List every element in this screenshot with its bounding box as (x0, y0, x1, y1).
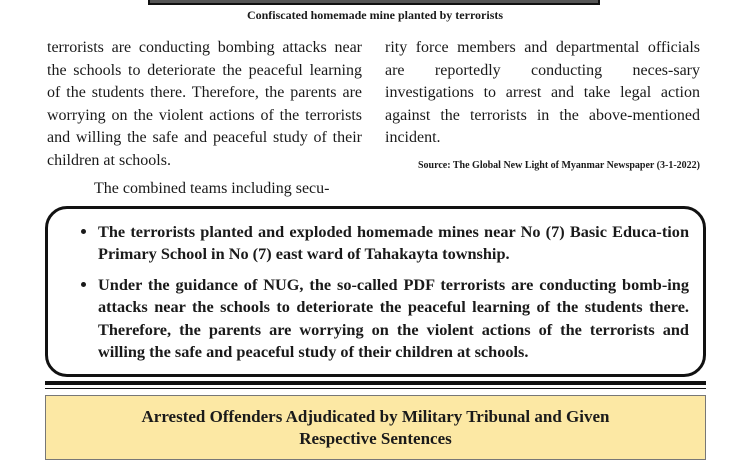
article-left-column (47, 37, 362, 200)
section-divider (45, 388, 706, 389)
mine-photo (148, 0, 600, 5)
summary-list (76, 221, 689, 363)
photo-caption: Confiscated homemade mine planted by terrorists (246, 8, 504, 22)
source-citation: Source: The Global New Light of Myanmar Newspaper (3-1-2022) (417, 159, 700, 171)
summary-bullet: • The terrorists planted and exploded homemade mines near No (7) Basic Educa-tion Primary School in No (7) east ward of Tahakayta township. (98, 221, 689, 266)
summary-box (45, 206, 706, 377)
section-divider (45, 381, 706, 385)
article-paragraph: terrorists are conducting bombing attacks near the schools to deteriorate the peaceful learning of the students there. Therefore, the parents are worrying on the violent actions of the terrorists and willing the safe and peaceful study of their children at schools. (47, 39, 362, 169)
section-heading-text: Arrested Offenders Adjudicated by Military Tribunal and Given Respective Sentences (141, 406, 610, 448)
article-right-column (385, 37, 700, 172)
article-paragraph: rity force members and departmental officials are reportedly conducting neces-sary investigations to arrest and take legal action against the terrorists in the above-mentioned incident. (385, 39, 700, 147)
section-heading (45, 395, 706, 460)
summary-bullet: • Under the guidance of NUG, the so-called PDF terrorists are conducting bomb-ing attacks near the schools to deteriorate the peaceful learning of the students there. Therefore, the parents are worrying on the violent actions of the terrorists and willing the safe and peaceful study of their children at schools. (98, 274, 689, 364)
article-paragraph: The combined teams including secu- (94, 179, 330, 197)
